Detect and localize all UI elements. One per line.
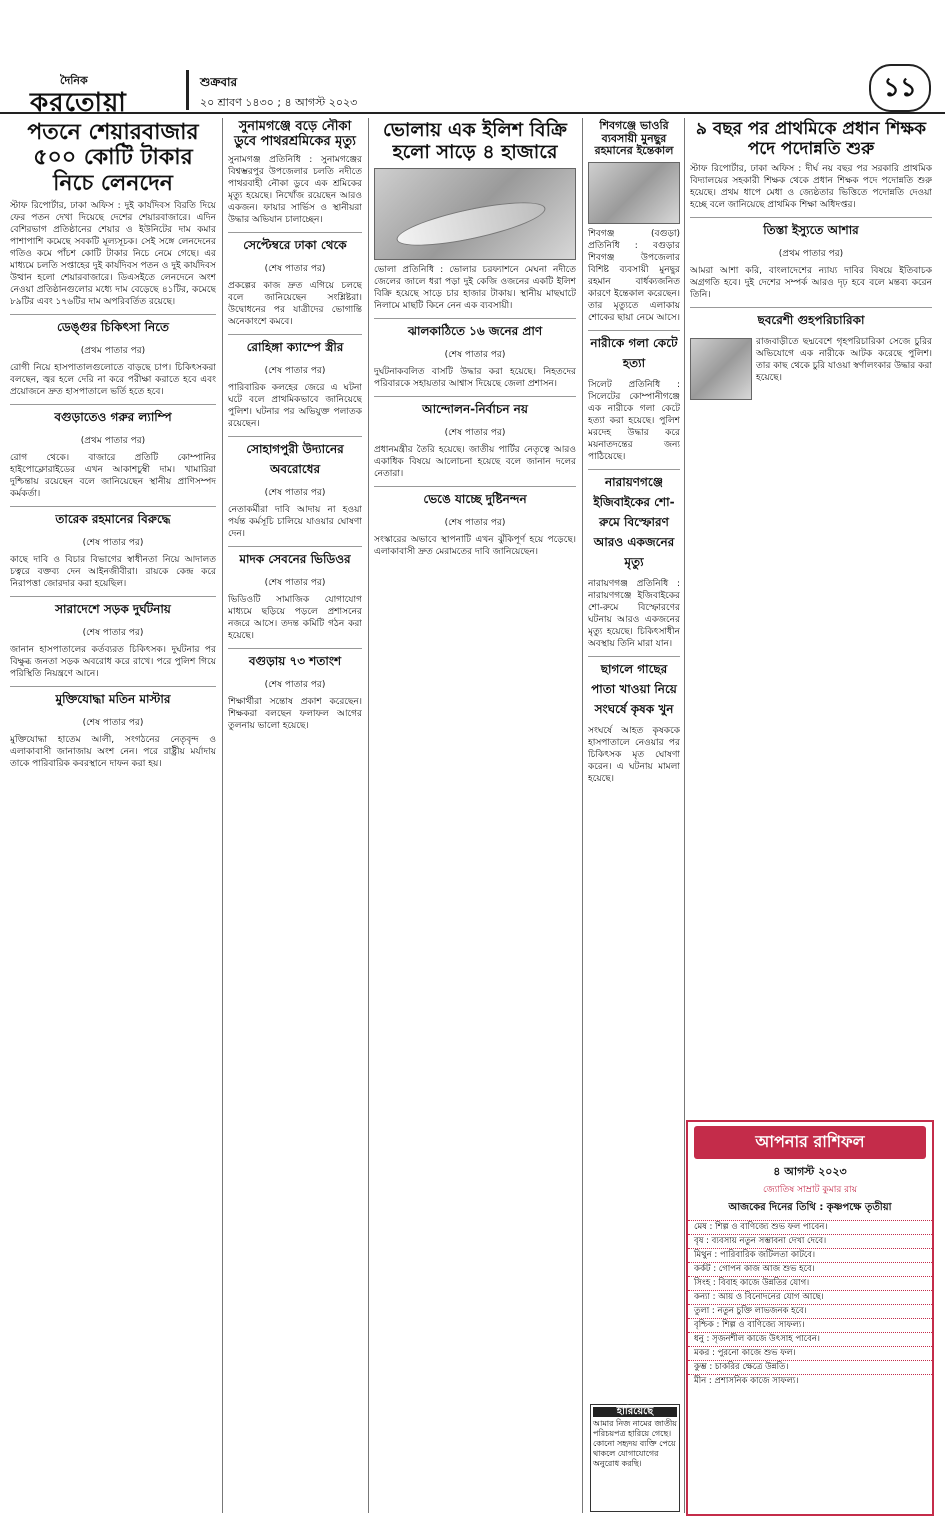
housemaid-photo xyxy=(690,338,752,400)
subhead-tarek: তারেক রহমানের বিরুদ্ধে xyxy=(10,506,216,531)
article-text: স্টাফ রিপোর্টার, ঢাকা অফিস : দীর্ঘ নয় বছর পর সরকারি প্রাথমিক বিদ্যালয়ের সহকারী শিক্ষক থেকে প্রধান শিক্ষক পদে পদোন্নতি শুরু হয়েছে। প্রথম ধাপে মেধা ও জ্যেষ্ঠতার ভিত্তিতে পদোন্নতি দেওয়া হচ্ছে বলে জানিয়েছে প্রাথমিক শিক্ষা অধিদপ্তর। xyxy=(690,164,932,211)
subhead-farmer-killed: ছাগলে গাছের পাতা খাওয়া নিয়ে সংঘর্ষে কৃষক খুন xyxy=(588,656,680,721)
column-rule xyxy=(582,118,583,1513)
hilsa-photo xyxy=(374,168,576,260)
article-text: প্রকল্পের কাজ দ্রুত এগিয়ে চলছে বলে জানিয়েছেন সংশ্লিষ্টরা। উদ্বোধনের পর যাত্রীদের ভোগান্তি অনেকাংশে কমবে। xyxy=(228,280,362,327)
subhead-movement: আন্দোলন-নির্বাচন নয় xyxy=(374,396,576,421)
headline-hilsa: ভোলায় এক ইলিশ বিক্রি হলো সাড়ে ৪ হাজারে xyxy=(383,119,567,163)
horoscope-title: আপনার রাশিফল xyxy=(694,1126,926,1159)
article-text: রোগ থেকে। বাজারে প্রতিটি কোম্পানির হাইপোক্লোরাইডের এখন আকাশচুম্বী দাম। খামারিরা দুশ্চিন্তায় রয়েছেন বলে জানিয়েছেন স্থানীয় প্রাণিসম্পদ কর্মকর্তা। xyxy=(10,452,216,499)
article-text: পারিবারিক কলহের জেরে এ ঘটনা ঘটে বলে প্রাথমিকভাবে জানিয়েছে পুলিশ। ঘটনার পর অভিযুক্ত পলাতক রয়েছেন। xyxy=(228,382,362,429)
horoscope-item: সিংহ : বিবাহ কাজে উন্নতির যোগ। xyxy=(688,1276,932,1290)
continuation-note: (শেষ পাতার পর) xyxy=(444,349,506,360)
horoscope-item: মিথুন : পারিবারিক জটিলতা কাটবে। xyxy=(688,1248,932,1262)
horoscope-item: মীন : প্রশাসনিক কাজে সাফল্য। xyxy=(688,1374,932,1388)
subhead-breaking: ভেঙে যাচ্ছে দুষ্টিনন্দন xyxy=(374,486,576,511)
headline-obituary: শিবগঞ্জে ভাওরি ব্যবসায়ী মুনছুর রহমানের ইন্তেকাল xyxy=(594,119,674,158)
subhead-road-accident: সারাদেশে সড়ক দুর্ঘটনায় xyxy=(10,596,216,621)
column-rule xyxy=(368,118,369,1513)
lost-notice-title: হারিয়েছে xyxy=(593,1407,677,1417)
subhead-bogura-73: বগুড়ায় ৭৩ শতাংশ xyxy=(228,648,362,673)
article-text: নারায়ণগঞ্জ প্রতিনিধি : নারায়ণগঞ্জে ইজিবাইকের শো-রুমে বিস্ফোরণের ঘটনায় আরও একজনের মৃত্যু হয়েছে। চিকিৎসাধীন অবস্থায় তিনি মারা যান। xyxy=(588,578,680,649)
article-text: ভোলা প্রতিনিধি : ভোলার চরফ্যাশনে মেঘনা নদীতে জেলের জালে ধরা পড়া দুই কেজি ওজনের একটি ইলিশ বিক্রি হয়েছে সাড়ে চার হাজার টাকায়। স্থানীয় মাছঘাটে নিলামে মাছটি কিনে নেন এক ব্যবসায়ী। xyxy=(374,264,576,311)
portrait-photo xyxy=(588,162,680,224)
horoscope-item: ধনু : সৃজনশীল কাজে উৎসাহ পাবেন। xyxy=(688,1332,932,1346)
lost-notice-text: আমার নিজ নামের জাতীয় পরিচয়পত্র হারিয়ে গেছে। কোনো সহৃদয় ব্যক্তি পেয়ে থাকলে যোগাযোগের অনুরোধ করছি। xyxy=(593,1419,677,1468)
subhead-drug-video: মাদক সেবনের ভিডিওর xyxy=(228,546,362,571)
horoscope-tithi: আজকের দিনের তিথি : কৃষ্ণপক্ষে তৃতীয়া xyxy=(728,1202,892,1213)
article-text: সিলেট প্রতিনিধি : সিলেটের কোম্পানীগঞ্জে এক নারীকে গলা কেটে হত্যা করা হয়েছে। পুলিশ মরদেহ উদ্ধার করে ময়নাতদন্তের জন্য পাঠিয়েছে। xyxy=(588,379,680,462)
subhead-explosion: নারায়ণগঞ্জে ইজিবাইকের শো-রুমে বিস্ফোরণ আরও একজনের মৃত্যু xyxy=(588,469,680,574)
subhead-rohingya: রোহিঙ্গা ক্যাম্পে স্ত্রীর xyxy=(228,334,362,359)
column-rule xyxy=(222,118,223,1513)
page-number: ১১ xyxy=(869,64,931,112)
article-text: সুনামগঞ্জ প্রতিনিধি : সুনামগঞ্জের বিশ্বম্ভরপুর উপজেলার চলতি নদীতে পাথরবাহী নৌকা ডুবে এক শ্রমিকের মৃত্যু হয়েছে। নিখোঁজ রয়েছেন আরও একজন। ফায়ার সার্ভিস ও স্থানীয়রা উদ্ধার অভিযান চালাচ্ছেন। xyxy=(228,154,362,225)
subhead-blockade: সোহাগপুরী উদ্যানের অবরোধের xyxy=(228,436,362,481)
subhead-teesta: তিস্তা ইস্যুতে আশার xyxy=(690,217,932,242)
issue-date: ২০ শ্রাবণ ১৪৩০ ; ৪ আগস্ট ২০২৩ xyxy=(200,96,358,109)
headline-share-market: পতনে শেয়ারবাজার ৫০০ কোটি টাকার নিচে লেনদেন xyxy=(27,120,199,196)
subhead-jhalokathi: ঝালকাঠিতে ১৬ জনের প্রাণ xyxy=(374,318,576,343)
continuation-note: (শেষ পাতার পর) xyxy=(264,365,326,376)
column-rule xyxy=(684,118,685,1513)
article-text: শিবগঞ্জ (বগুড়া) প্রতিনিধি : বগুড়ার শিবগঞ্জ উপজেলার বিশিষ্ট ব্যবসায়ী মুনছুর রহমান বার্ধক্যজনিত কারণে ইন্তেকাল করেছেন। তার মৃত্যুতে এলাকায় শোকের ছায়া নেমে আসে। xyxy=(588,228,680,323)
horoscope-author: জ্যোতিষ সাম্রাট কুমার রায় xyxy=(763,1185,857,1195)
masthead xyxy=(0,0,945,118)
article-text: নেতাকর্মীরা দাবি আদায় না হওয়া পর্যন্ত কর্মসূচি চালিয়ে যাওয়ার ঘোষণা দেন। xyxy=(228,504,362,539)
article-text: ভিডিওটি সামাজিক যোগাযোগ মাধ্যমে ছড়িয়ে পড়লে প্রশাসনের নজরে আসে। তদন্ত কমিটি গঠন করা হয়েছে। xyxy=(228,594,362,641)
continuation-note: (শেষ পাতার পর) xyxy=(82,627,144,638)
fish-image xyxy=(394,193,549,254)
horoscope-item: মকর : পুরনো কাজে শুভ ফল। xyxy=(688,1346,932,1360)
subhead-housemaid: ছবরেশী গুহপরিচারিকা xyxy=(690,307,932,332)
logo-small-text: দৈনিক xyxy=(60,74,88,87)
continuation-note: (শেষ পাতার পর) xyxy=(444,427,506,438)
continuation-note: (শেষ পাতার পর) xyxy=(82,537,144,548)
headline-boat-capsize: সুনামগঞ্জে বড়ে নৌকা ডুবে পাথরশ্রমিকের মৃত্যু xyxy=(234,119,356,149)
article-text: স্টাফ রিপোর্টার, ঢাকা অফিস : দুই কার্যদিবস বিরতি দিয়ে ফের পতন দেখা দিয়েছে দেশের শেয়ারবাজারে। এদিন বেশিরভাগ প্রতিষ্ঠানের শেয়ার ও ইউনিটের দাম কমার পাশাপাশি কমেছে সবকটি মূল্যসূচক। সেই সঙ্গে লেনদেনের গতিও কমে পাঁচশ কোটি টাকার নিচে নেমে গেছে। এর মাধ্যমে চলতি সপ্তাহের দুই কার্যদিবস পতন ও দুই কার্যদিবস উত্থান হলো শেয়ারবাজারে। ডিএসইতে লেনদেনে অংশ নেওয়া প্রতিষ্ঠানগুলোর মধ্যে দাম বেড়েছে ৪১টির, কমেছে ৮৯টির এবং ১৭৬টির দাম অপরিবর্তিত রয়েছে। xyxy=(10,200,216,307)
horoscope-item: বৃশ্চিক : শিল্প ও বাণিজ্যে সাফল্য। xyxy=(688,1318,932,1332)
horoscope-item: বৃষ : ব্যবসায় নতুন সম্ভাবনা দেখা দেবে। xyxy=(688,1234,932,1248)
column-1 xyxy=(10,118,216,1513)
horoscope-item: কুম্ভ : চাকরির ক্ষেত্রে উন্নতি। xyxy=(688,1360,932,1374)
horoscope-item: মেষ : শিল্প ও বাণিজ্যে শুভ ফল পাবেন। xyxy=(688,1220,932,1234)
article-text: জানান হাসপাতালের কর্তব্যরত চিকিৎসক। দুর্ঘটনার পর বিক্ষুব্ধ জনতা সড়ক অবরোধ করে রাখে। পরে পুলিশ গিয়ে পরিস্থিতি নিয়ন্ত্রণে আনে। xyxy=(10,644,216,679)
column-5 xyxy=(690,118,932,1113)
continuation-note: (শেষ পাতার পর) xyxy=(264,577,326,588)
column-3 xyxy=(374,118,576,1513)
weekday: শুক্রবার xyxy=(200,75,238,89)
article-text: কাছে দাবি ও বিচার বিভাগের স্বাধীনতা নিয়ে আদালত চত্বরে বক্তব্য দেন আইনজীবীরা। রায়কে কেন্দ্র করে নিরাপত্তা জোরদার করা হয়েছিল। xyxy=(10,554,216,589)
horoscope-item: তুলা : নতুন চুক্তি লাভজনক হবে। xyxy=(688,1304,932,1318)
article-text: শিক্ষার্থীরা সন্তোষ প্রকাশ করেছেন। শিক্ষকরা বলছেন ফলাফল আগের তুলনায় ভালো হয়েছে। xyxy=(228,696,362,731)
headline-promotion: ৯ বছর পর প্রাথমিকে প্রধান শিক্ষক পদে পদোন্নতি শুরু xyxy=(695,119,927,159)
article-text: রোগী নিয়ে হাসপাতালগুলোতে বাড়ছে চাপ। চিকিৎসকরা বলছেন, জ্বর হলে দেরি না করে পরীক্ষা করাতে হবে এবং প্রয়োজনে দ্রুত হাসপাতালে ভর্তি হতে হবে। xyxy=(10,362,216,397)
article-text: দুর্ঘটনাকবলিত বাসটি উদ্ধার করা হয়েছে। নিহতদের পরিবারকে সহায়তার আশ্বাস দিয়েছে জেলা প্রশাসন। xyxy=(374,366,576,389)
subhead-dengue: ডেঙ্গুর চিকিৎসা নিতে xyxy=(10,314,216,339)
subhead-murder: নারীকে গলা কেটে হত্যা xyxy=(588,330,680,375)
article-text: সংস্কারের অভাবে স্থাপনাটি এখন ঝুঁকিপূর্ণ হয়ে পড়েছে। এলাকাবাসী দ্রুত মেরামতের দাবি জানিয়েছেন। xyxy=(374,534,576,557)
subhead-september: সেপ্টেম্বরে ঢাকা থেকে xyxy=(228,232,362,257)
continuation-note: (প্রথম পাতার পর) xyxy=(80,345,146,356)
continuation-note: (শেষ পাতার পর) xyxy=(264,263,326,274)
horoscope-box xyxy=(686,1120,934,1516)
article-text: মুক্তিযোদ্ধা হাতেম আলী, সংগঠনের নেতৃবৃন্দ ও এলাকাবাসী জানাজায় অংশ নেন। পরে রাষ্ট্রীয় মর্যাদায় তাকে পারিবারিক কবরস্থানে দাফন করা হয়। xyxy=(10,734,216,769)
continuation-note: (শেষ পাতার পর) xyxy=(264,487,326,498)
continuation-note: (শেষ পাতার পর) xyxy=(264,679,326,690)
article-text: প্রধানমন্ত্রীর তৈরি হয়েছে। জাতীয় পার্টির নেতৃত্বে আরও একাধিক বিষয়ে আলোচনা হয়েছে বলে জানান দলের নেতারা। xyxy=(374,444,576,479)
continuation-note: (শেষ পাতার পর) xyxy=(444,517,506,528)
masthead-divider xyxy=(186,70,189,110)
continuation-note: (প্রথম পাতার পর) xyxy=(778,249,844,260)
horoscope-item: কর্কট : গোপন কাজ আজ শুভ হবে। xyxy=(688,1262,932,1276)
column-2 xyxy=(228,118,362,1513)
subhead-lumpy: বগুড়াতেও গরুর ল্যাম্পি xyxy=(10,404,216,429)
continuation-note: (শেষ পাতার পর) xyxy=(82,717,144,728)
article-text: রাজবাড়ীতে ছদ্মবেশে গৃহপরিচারিকা সেজে চুরির অভিযোগে এক নারীকে আটক করেছে পুলিশ। তার কাছ থেকে চুরি যাওয়া স্বর্ণালংকার উদ্ধার করা হয়েছে। xyxy=(756,337,932,384)
article-text: আমরা আশা করি, বাংলাদেশের ন্যায্য দাবির বিষয়ে ইতিবাচক অগ্রগতি হবে। দুই দেশের সম্পর্ক আরও দৃঢ় হবে বলে মন্তব্য করেন তিনি। xyxy=(690,266,932,301)
horoscope-item: কন্যা : আয় ও বিনোদনের যোগ আছে। xyxy=(688,1290,932,1304)
lost-notice xyxy=(590,1404,680,1512)
article-text: সংঘর্ষে আহত কৃষককে হাসপাতালে নেওয়ার পর চিকিৎসক মৃত ঘোষণা করেন। এ ঘটনায় মামলা হয়েছে। xyxy=(588,725,680,784)
horoscope-date: ৪ আগস্ট ২০২৩ xyxy=(773,1165,847,1178)
subhead-freedom-fighter: মুক্তিযোদ্ধা মতিন মাস্টার xyxy=(10,686,216,711)
continuation-note: (প্রথম পাতার পর) xyxy=(80,435,146,446)
column-4 xyxy=(588,118,680,1398)
newspaper-logo: করতোয়া xyxy=(30,88,127,118)
